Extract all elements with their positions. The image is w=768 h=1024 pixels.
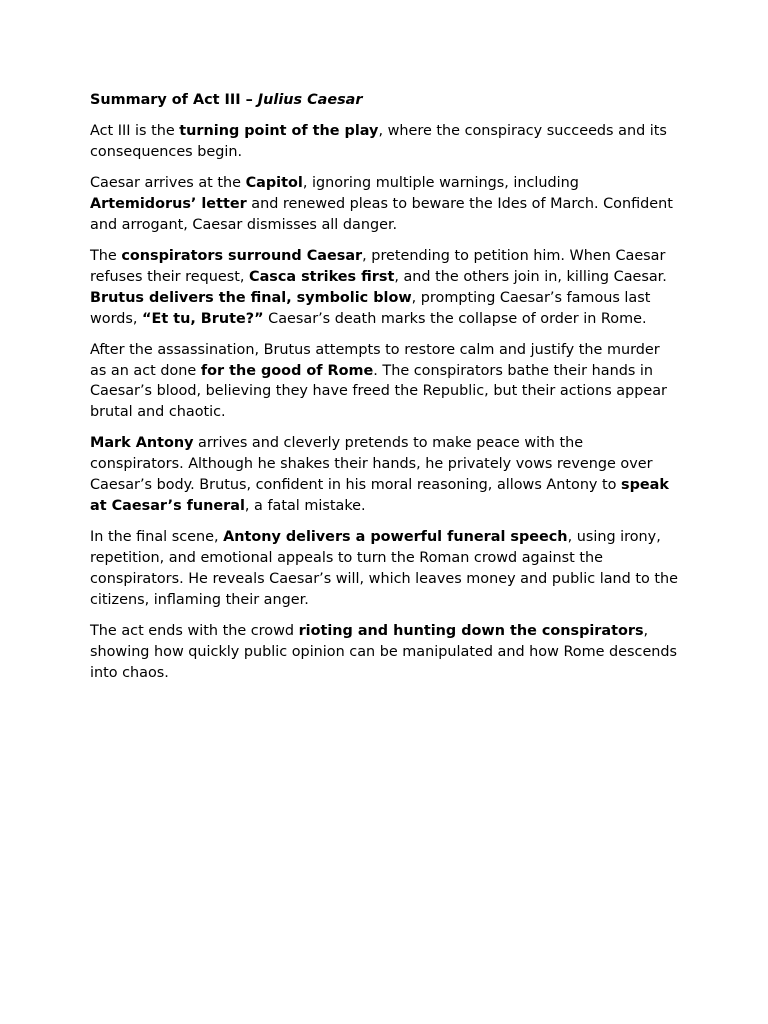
paragraph-6 (90, 527, 680, 611)
bold-phrase: for the good of Rome (200, 362, 374, 379)
text-run: , where the conspiracy succeeds and its consequences begin. (90, 122, 667, 160)
bold-phrase: Casca strikes first (249, 268, 395, 285)
bold-phrase: Antony delivers a powerful funeral speech (223, 529, 568, 546)
paragraph-1 (90, 121, 680, 163)
bold-phrase: speak at Caesar’s funeral (90, 477, 669, 515)
document-body (90, 90, 680, 694)
text-run: , prompting Caesar’s famous last words, (90, 289, 651, 327)
text-run: , ignoring multiple warnings, including (302, 174, 579, 191)
title-lead: Summary of Act III – (90, 92, 258, 108)
bold-phrase: rioting and hunting down the conspirators (298, 623, 644, 640)
text-run: In the final scene, (90, 529, 224, 546)
text-run: The act ends with the crowd (90, 623, 299, 640)
text-run: , pretending to petition him. When Caesar refuses their request, (90, 247, 666, 285)
text-run: The (90, 247, 122, 264)
text-run: , using irony, repetition, and emotional appeals to turn the Roman crowd against the conspirators. He reveals Caesar’s will, which leaves money and public land to the citizens, inflaming their anger. (90, 529, 678, 608)
text-run: After the assassination, Brutus attempts to restore calm and justify the murder as an act done (90, 341, 660, 379)
title-work: Julius Caesar (257, 92, 363, 108)
bold-phrase: “Et tu, Brute?” (142, 310, 264, 327)
paragraph-5 (90, 433, 680, 517)
bold-phrase: Capitol (245, 174, 303, 191)
text-run: , a fatal mistake. (244, 498, 366, 515)
text-run: . The conspirators bathe their hands in Caesar’s blood, believing they have freed the Republic, but their actions appear brutal and chaotic. (90, 362, 667, 421)
bold-phrase: turning point of the play (179, 122, 379, 139)
bold-phrase: Mark Antony (90, 435, 194, 452)
text-run: , and the others join in, killing Caesar. (394, 268, 667, 285)
text-run: arrives and cleverly pretends to make peace with the conspirators. Although he shakes their hands, he privately vows revenge over Caesar’s body. Brutus, confident in his moral reasoning, allows Antony to (90, 435, 653, 494)
paragraph-2 (90, 173, 680, 236)
paragraph-3 (90, 246, 680, 330)
paragraph-7 (90, 621, 680, 684)
paragraph-list (90, 121, 680, 684)
bold-phrase: Brutus delivers the final, symbolic blow (90, 289, 412, 306)
text-run: Caesar arrives at the (90, 174, 246, 191)
text-run: Act III is the (90, 122, 180, 139)
paragraph-4 (90, 340, 680, 424)
text-run: Caesar’s death marks the collapse of order in Rome. (263, 310, 647, 327)
text-run: and renewed pleas to beware the Ides of March. Confident and arrogant, Caesar dismisses all danger. (90, 195, 673, 233)
bold-phrase: Artemidorus’ letter (90, 195, 247, 212)
bold-phrase: conspirators surround Caesar (121, 247, 363, 264)
text-run: , showing how quickly public opinion can be manipulated and how Rome descends into chaos. (90, 623, 678, 681)
document-title (90, 90, 680, 111)
